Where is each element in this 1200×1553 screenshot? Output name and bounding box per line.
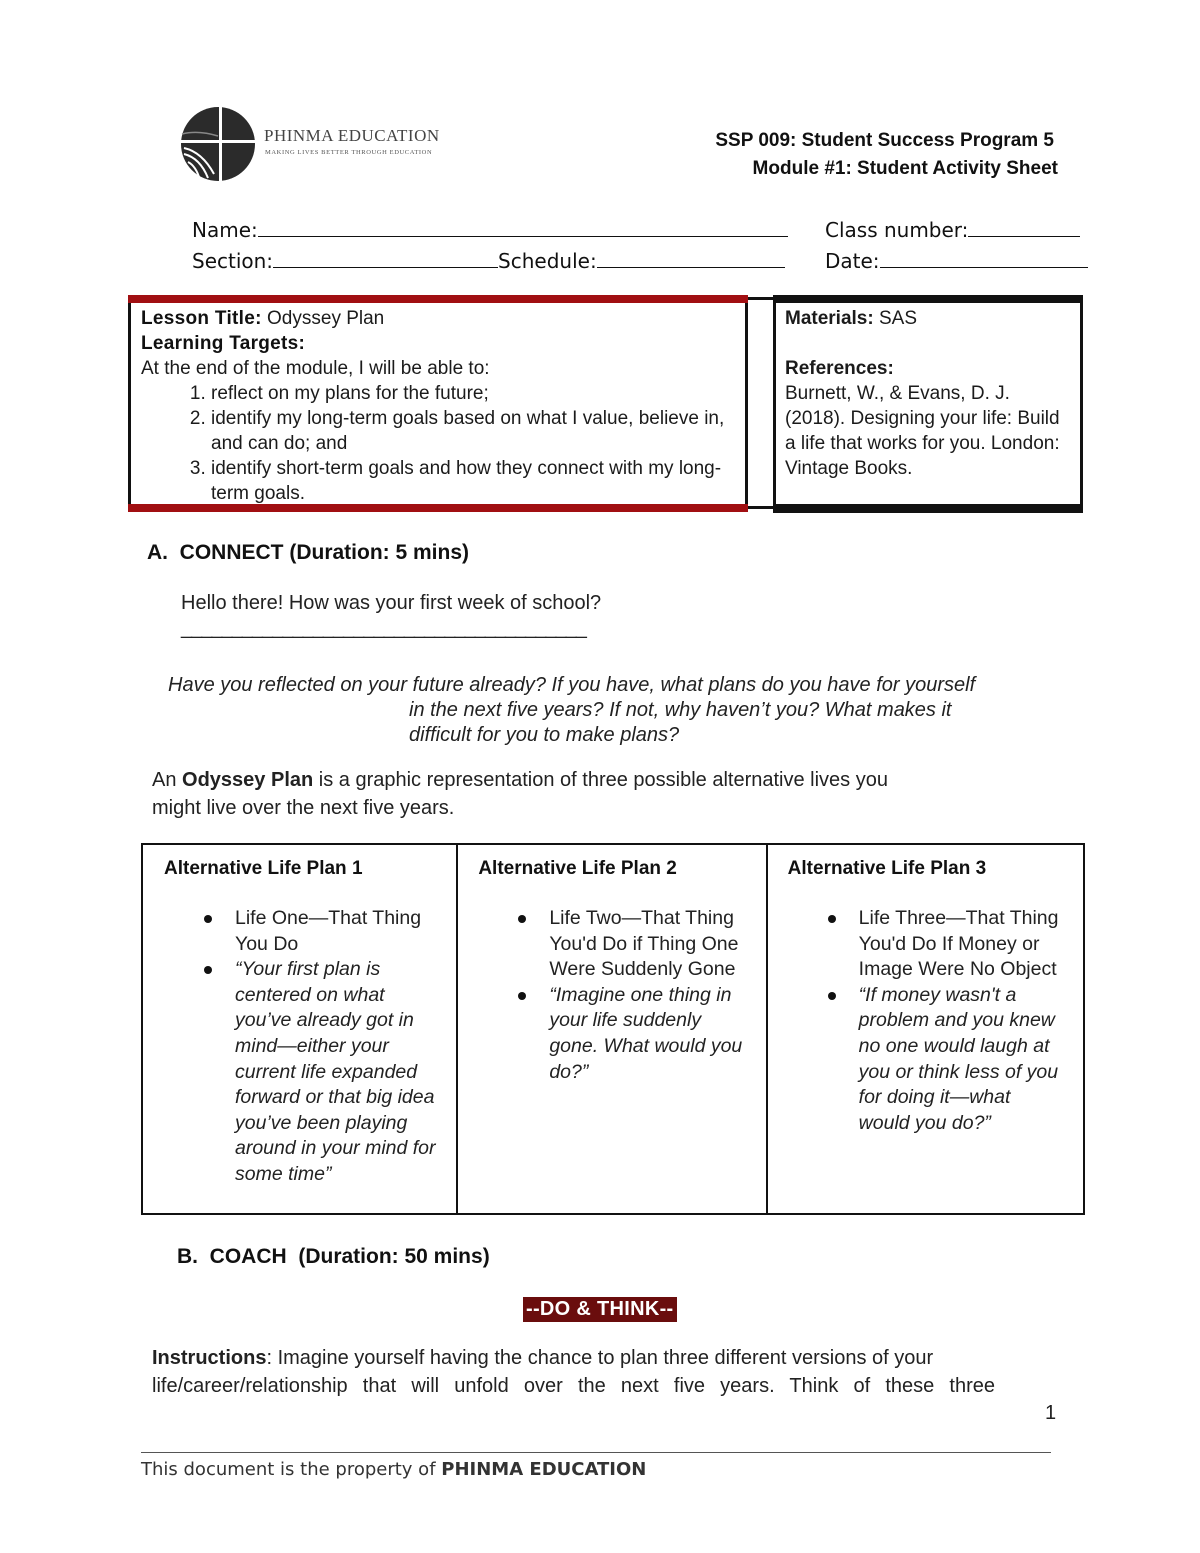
class-number-line[interactable] <box>968 214 1080 237</box>
section-field[interactable] <box>192 245 785 273</box>
logo-tagline: MAKING LIVES BETTER THROUGH EDUCATION <box>265 149 433 156</box>
page-number: 1 <box>1045 1402 1057 1424</box>
logo-wordmark: PHINMA EDUCATION <box>264 126 440 145</box>
materials-box-top-bar <box>773 295 1083 303</box>
learning-target-item: 3. identify short-term goals and how they connect with my long-term goals. <box>211 456 741 506</box>
date-label: Date: <box>825 249 880 273</box>
odyssey-plan-term: Odyssey Plan <box>182 769 314 791</box>
do-and-think-badge: --DO & THINK-- <box>523 1297 677 1322</box>
plan-column-2 <box>456 845 765 1213</box>
class-number-label: Class number: <box>825 218 969 242</box>
name-field[interactable] <box>192 214 788 242</box>
materials-label: Materials: <box>785 308 874 329</box>
answer-blank[interactable]: ________________________________________ <box>181 617 586 639</box>
lesson-title-value: Odyssey Plan <box>267 308 385 329</box>
lesson-content <box>141 306 741 506</box>
references-label: References: <box>785 358 894 379</box>
section-a-title: A. CONNECT (Duration: 5 mins) <box>147 541 470 564</box>
phinma-logo-icon <box>178 104 268 184</box>
materials-value: SAS <box>878 308 918 329</box>
plan-column-1 <box>143 845 456 1213</box>
learning-targets-label: Learning Targets: <box>141 333 306 354</box>
learning-target-item: 2. identify my long-term goals based on what I value, believe in, and can do; and <box>211 406 741 456</box>
plan-title: Alternative Life Plan 3 <box>787 858 987 879</box>
footer-text: This document is the property of PHINMA EDUCATION <box>141 1459 647 1480</box>
learning-targets-list <box>141 381 741 506</box>
plan-list <box>235 906 440 1188</box>
section-label: Section: <box>192 249 274 273</box>
section-line[interactable] <box>273 245 498 268</box>
plan-item: Life One—That Thing You Do <box>235 906 440 957</box>
name-label: Name: <box>192 218 258 242</box>
plan-list <box>549 906 749 1085</box>
footer-owner: PHINMA EDUCATION <box>441 1459 647 1480</box>
section-b-title: B. COACH (Duration: 50 mins) <box>177 1245 490 1268</box>
plan-item: “If money wasn't a problem and you knew no one would laugh at you or think less of you for doing it—what would you do?” <box>859 983 1059 1137</box>
date-line[interactable] <box>880 245 1088 268</box>
materials-box-bottom-bar <box>773 504 1083 513</box>
instructions-line-2: life/career/relationship that will unfold over the next five years. Think of these three <box>152 1375 995 1397</box>
instructions-line-1: Instructions: Imagine yourself having the chance to plan three different versions of your <box>152 1347 934 1369</box>
footer-divider <box>141 1452 1051 1453</box>
learning-target-item: 1. reflect on my plans for the future; <box>211 381 741 406</box>
odyssey-definition-line-2: might live over the next five years. <box>152 797 455 819</box>
reflection-question-line-3: difficult for you to make plans? <box>409 724 680 746</box>
module-title: Module #1: Student Activity Sheet <box>752 158 1058 179</box>
greeting-question: Hello there! How was your first week of school? <box>181 592 602 614</box>
instructions-label: Instructions <box>152 1347 267 1369</box>
course-title: SSP 009: Student Success Program 5 <box>715 130 1054 151</box>
plan-item: Life Three—That Thing You'd Do If Money or Image Were No Object <box>859 906 1059 983</box>
schedule-line[interactable] <box>597 245 785 268</box>
box-separator <box>748 297 773 509</box>
materials-line <box>785 306 1075 331</box>
date-field[interactable] <box>825 245 1088 273</box>
plan-title: Alternative Life Plan 2 <box>478 858 677 879</box>
lesson-box-top-bar <box>128 295 748 303</box>
schedule-label: Schedule: <box>498 249 597 273</box>
plan-item: “Imagine one thing in your life suddenly gone. What would you do?” <box>549 983 749 1085</box>
lesson-title-label: Lesson Title: <box>141 308 262 329</box>
plan-item: Life Two—That Thing You'd Do if Thing One Were Suddenly Gone <box>549 906 749 983</box>
odyssey-definition-line-1: An Odyssey Plan is a graphic representation of three possible alternative lives you <box>152 769 888 791</box>
plan-column-3 <box>766 845 1083 1213</box>
plan-item: “Your first plan is centered on what you’ve already got in mind—either your current life expanded forward or that big idea you’ve been playing around in your mind for some time” <box>235 957 440 1187</box>
name-line[interactable] <box>258 214 788 237</box>
reference-text: Burnett, W., & Evans, D. J. (2018). Designing your life: Build a life that works for you. London: Vintage Books. <box>785 383 1060 479</box>
reflection-question-line-2: in the next five years? If not, why haven’t you? What makes it <box>409 699 952 721</box>
plan-title: Alternative Life Plan 1 <box>164 858 363 879</box>
reflection-question-line-1: Have you reflected on your future already? If you have, what plans do you have for yourself <box>168 674 976 696</box>
lesson-title <box>141 306 741 331</box>
learning-targets-intro: At the end of the module, I will be able to: <box>141 358 490 379</box>
alternative-plans-table <box>141 843 1085 1215</box>
class-number-field[interactable] <box>825 214 1080 242</box>
plan-list <box>859 906 1059 1136</box>
materials-content <box>785 306 1075 481</box>
